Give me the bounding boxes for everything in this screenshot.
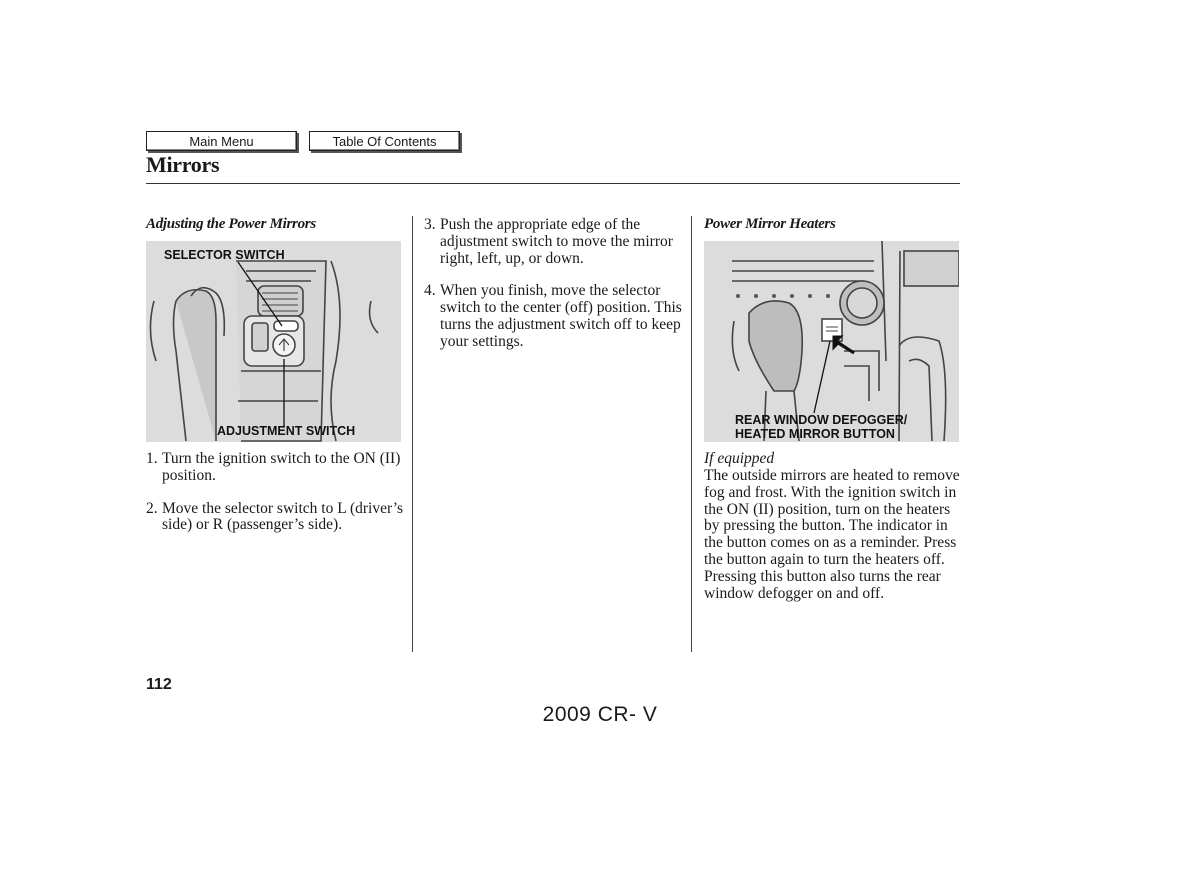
mirror-switch-drawing <box>146 241 401 442</box>
section-heading-power-mirrors: Adjusting the Power Mirrors <box>146 216 316 232</box>
defogger-button-drawing <box>704 241 959 442</box>
list-item <box>146 501 406 535</box>
middle-steps-list <box>424 217 686 367</box>
page-number: 112 <box>146 676 172 693</box>
list-item <box>146 451 406 485</box>
step-text: Push the appropriate edge of the adjustment switch to move the mirror right, left, up, or down. <box>440 216 673 267</box>
title-divider <box>146 183 960 184</box>
if-equipped-note: If equipped <box>704 450 775 467</box>
adjustment-switch-label: ADJUSTMENT SWITCH <box>217 424 356 438</box>
step-number: 4. <box>424 282 436 300</box>
left-steps-list <box>146 451 406 550</box>
step-text: When you finish, move the selector switch to the center (off) position. This turns the adjustment switch off to keep your settings. <box>440 282 682 350</box>
heaters-description: The outside mirrors are heated to remove fog and frost. With the ignition switch in the ON (II) position, turn on the heaters by pressing the button. The indicator in the button comes on as a reminder. Press the button again to turn the heaters off. Pressing this button also turns the rear window defogger on and off. <box>704 467 960 602</box>
defogger-button-illustration <box>704 241 959 442</box>
selector-switch-label: SELECTOR SWITCH <box>164 248 285 262</box>
section-heading-mirror-heaters: Power Mirror Heaters <box>704 216 836 232</box>
step-number: 3. <box>424 216 436 233</box>
defogger-button-label-line2: HEATED MIRROR BUTTON <box>735 427 895 441</box>
page-title: Mirrors <box>146 152 220 177</box>
mirror-switch-illustration <box>146 241 401 442</box>
step-text: Turn the ignition switch to the ON (II) position. <box>162 450 401 484</box>
defogger-button-label-line1: REAR WINDOW DEFOGGER/ <box>735 413 908 427</box>
step-text: Move the selector switch to L (driver’s side) or R (passenger’s side). <box>162 499 404 534</box>
column-divider-right <box>691 216 692 652</box>
main-menu-button[interactable]: Main Menu <box>146 131 297 151</box>
step-number: 1. <box>146 450 158 467</box>
table-of-contents-button[interactable]: Table Of Contents <box>309 131 460 151</box>
list-item <box>424 217 686 267</box>
list-item <box>424 283 686 350</box>
step-number: 2. <box>146 499 158 517</box>
column-divider-left <box>412 216 413 652</box>
footer-model: 2009 CR- V <box>542 703 658 726</box>
